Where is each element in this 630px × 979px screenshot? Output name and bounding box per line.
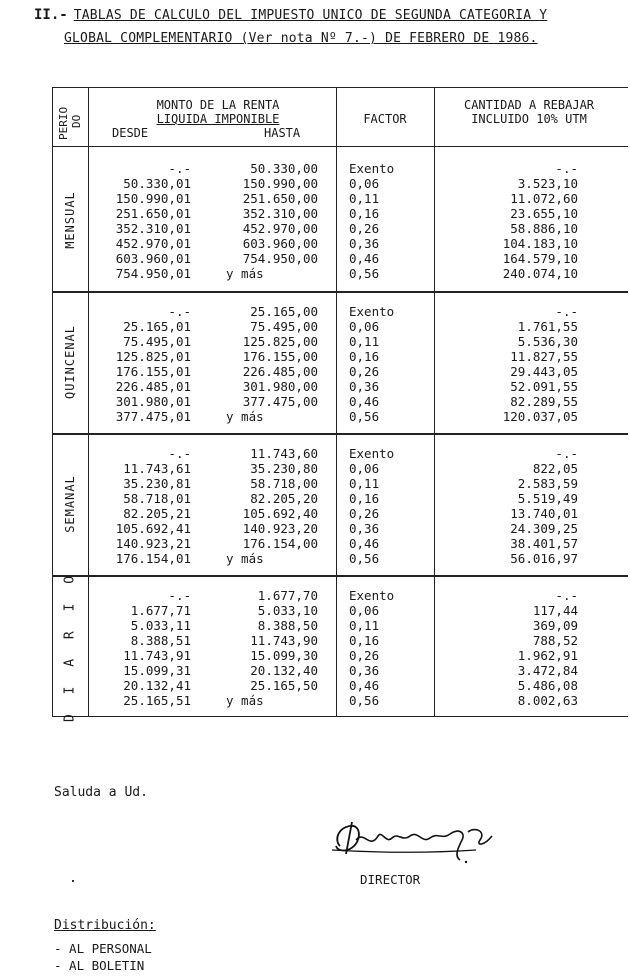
cell-factor: 0,56 xyxy=(349,266,380,281)
header-factor: FACTOR xyxy=(363,112,407,126)
tax-table xyxy=(52,87,628,722)
cell-cantidad: 120.037,05 xyxy=(502,409,578,424)
cell-factor: 0,56 xyxy=(349,409,380,424)
cell-desde: 8.388,51 xyxy=(130,633,191,648)
table-row xyxy=(52,603,628,618)
cell-factor: Exento xyxy=(349,588,395,603)
cell-cantidad: 11.827,55 xyxy=(510,349,578,364)
document-heading xyxy=(34,4,624,50)
cell-hasta: 58.718,00 xyxy=(250,476,318,491)
cell-hasta: 251.650,00 xyxy=(242,191,318,206)
cell-factor: 0,46 xyxy=(349,678,380,693)
header-cantidad-2: INCLUIDO 10% UTM xyxy=(471,112,587,126)
cell-factor: 0,46 xyxy=(349,536,380,551)
cell-factor: 0,46 xyxy=(349,251,380,266)
cell-desde: 603.960,01 xyxy=(115,251,191,266)
cell-desde: 452.970,01 xyxy=(115,236,191,251)
cell-cantidad: -.- xyxy=(555,161,578,176)
cell-hasta: 35.230,80 xyxy=(250,461,318,476)
table-row xyxy=(52,693,628,708)
cell-hasta: 226.485,00 xyxy=(242,364,318,379)
cell-hasta: 5.033,10 xyxy=(257,603,318,618)
cell-cantidad: 117,44 xyxy=(532,603,578,618)
cell-desde: -.- xyxy=(168,161,191,176)
cell-factor: 0,56 xyxy=(349,693,380,708)
cell-hasta: 125.825,00 xyxy=(242,334,318,349)
cell-factor: 0,56 xyxy=(349,551,380,566)
stray-mark xyxy=(72,880,74,882)
table-row xyxy=(52,349,628,364)
heading-title-1: TABLAS DE CALCULO DEL IMPUESTO UNICO DE SEGUNDA CATEGORIA Y xyxy=(73,8,548,23)
cell-cantidad: 13.740,01 xyxy=(510,506,578,521)
cell-cantidad: 52.091,55 xyxy=(510,379,578,394)
cell-hasta: 176.154,00 xyxy=(242,536,318,551)
cell-desde: 50.330,01 xyxy=(123,176,191,191)
cell-factor: 0,26 xyxy=(349,221,380,236)
cell-factor: Exento xyxy=(349,161,395,176)
header-cantidad-1: CANTIDAD A REBAJAR xyxy=(463,98,595,112)
header-cantidad xyxy=(434,98,624,126)
section-label-text: MENSUAL xyxy=(63,190,77,249)
table-row xyxy=(52,588,628,603)
table-row xyxy=(52,536,628,551)
cell-cantidad: 104.183,10 xyxy=(502,236,578,251)
table-row xyxy=(52,409,628,424)
cell-factor: 0,36 xyxy=(349,236,380,251)
cell-cantidad: 23.655,10 xyxy=(510,206,578,221)
table-row xyxy=(52,633,628,648)
cell-hasta: y más xyxy=(226,551,264,566)
cell-desde: 25.165,01 xyxy=(123,319,191,334)
cell-factor: 0,06 xyxy=(349,603,380,618)
cell-hasta: 352.310,00 xyxy=(242,206,318,221)
section-label-text: D I A R I O xyxy=(62,569,78,722)
cell-factor: 0,36 xyxy=(349,379,380,394)
cell-desde: 75.495,01 xyxy=(123,334,191,349)
table-row xyxy=(52,251,628,266)
cell-cantidad: -.- xyxy=(555,304,578,319)
cell-factor: Exento xyxy=(349,446,395,461)
heading-line-1 xyxy=(34,4,624,27)
cell-hasta: 82.205,20 xyxy=(250,491,318,506)
cell-desde: 11.743,61 xyxy=(123,461,191,476)
distribution-item: - AL BOLETIN xyxy=(54,958,145,973)
cell-cantidad: 5.519,49 xyxy=(517,491,578,506)
header-hasta: HASTA xyxy=(264,126,301,140)
cell-hasta: y más xyxy=(226,409,264,424)
cell-cantidad: 822,05 xyxy=(532,461,578,476)
cell-factor: 0,26 xyxy=(349,506,380,521)
table-row xyxy=(52,334,628,349)
cell-hasta: 377.475,00 xyxy=(242,394,318,409)
cell-desde: 150.990,01 xyxy=(115,191,191,206)
cell-cantidad: 56.016,97 xyxy=(510,551,578,566)
cell-factor: 0,46 xyxy=(349,394,380,409)
table-row xyxy=(52,191,628,206)
header-periodo xyxy=(54,96,86,146)
table-row xyxy=(52,491,628,506)
cell-factor: 0,06 xyxy=(349,176,380,191)
table-row xyxy=(52,446,628,461)
cell-cantidad: 38.401,57 xyxy=(510,536,578,551)
cell-desde: 82.205,21 xyxy=(123,506,191,521)
cell-cantidad: 82.289,55 xyxy=(510,394,578,409)
cell-factor: 0,36 xyxy=(349,521,380,536)
cell-cantidad: -.- xyxy=(555,446,578,461)
cell-hasta: 75.495,00 xyxy=(250,319,318,334)
table-section xyxy=(52,291,628,435)
cell-cantidad: 58.886,10 xyxy=(510,221,578,236)
distribution-item: - AL PERSONAL xyxy=(54,941,152,956)
cell-cantidad: 3.523,10 xyxy=(517,176,578,191)
cell-factor: 0,06 xyxy=(349,319,380,334)
cell-hasta: y más xyxy=(226,693,264,708)
cell-desde: 25.165,51 xyxy=(123,693,191,708)
cell-desde: 20.132,41 xyxy=(123,678,191,693)
cell-cantidad: 164.579,10 xyxy=(502,251,578,266)
cell-desde: 176.154,01 xyxy=(115,551,191,566)
cell-desde: 125.825,01 xyxy=(115,349,191,364)
cell-desde: 352.310,01 xyxy=(115,221,191,236)
cell-cantidad: 11.072,60 xyxy=(510,191,578,206)
table-row xyxy=(52,364,628,379)
cell-hasta: 11.743,60 xyxy=(250,446,318,461)
section-label-text: QUINCENAL xyxy=(63,324,77,400)
table-row xyxy=(52,206,628,221)
closing-salutation: Saluda a Ud. xyxy=(54,785,148,800)
cell-hasta: y más xyxy=(226,266,264,281)
table-header xyxy=(52,88,628,147)
cell-factor: 0,11 xyxy=(349,191,380,206)
cell-hasta: 176.155,00 xyxy=(242,349,318,364)
cell-hasta: 1.677,70 xyxy=(257,588,318,603)
cell-cantidad: 1.962,91 xyxy=(517,648,578,663)
cell-desde: 176.155,01 xyxy=(115,364,191,379)
cell-cantidad: 240.074,10 xyxy=(502,266,578,281)
table-row xyxy=(52,161,628,176)
cell-desde: 754.950,01 xyxy=(115,266,191,281)
director-title: DIRECTOR xyxy=(360,872,421,887)
cell-desde: -.- xyxy=(168,588,191,603)
table-row xyxy=(52,221,628,236)
header-monto-1: MONTO DE LA RENTA xyxy=(156,98,280,112)
cell-desde: 11.743,91 xyxy=(123,648,191,663)
cell-factor: 0,26 xyxy=(349,364,380,379)
cell-desde: 251.650,01 xyxy=(115,206,191,221)
cell-factor: Exento xyxy=(349,304,395,319)
table-row xyxy=(52,506,628,521)
table-row xyxy=(52,663,628,678)
table-section xyxy=(52,148,628,293)
cell-factor: 0,16 xyxy=(349,206,380,221)
table-section xyxy=(52,433,628,577)
cell-desde: 58.718,01 xyxy=(123,491,191,506)
header-desde: DESDE xyxy=(112,126,149,140)
cell-hasta: 105.692,40 xyxy=(242,506,318,521)
cell-hasta: 8.388,50 xyxy=(257,618,318,633)
cell-hasta: 140.923,20 xyxy=(242,521,318,536)
cell-hasta: 20.132,40 xyxy=(250,663,318,678)
cell-cantidad: 29.443,05 xyxy=(510,364,578,379)
table-row xyxy=(52,476,628,491)
cell-hasta: 301.980,00 xyxy=(242,379,318,394)
cell-factor: 0,11 xyxy=(349,334,380,349)
cell-hasta: 50.330,00 xyxy=(250,161,318,176)
cell-hasta: 25.165,00 xyxy=(250,304,318,319)
table-row xyxy=(52,551,628,566)
cell-factor: 0,36 xyxy=(349,663,380,678)
header-periodo-1: PERIO xyxy=(57,106,70,140)
header-monto xyxy=(92,98,344,126)
cell-factor: 0,16 xyxy=(349,349,380,364)
header-monto-2: LIQUIDA IMPONIBLE xyxy=(156,112,280,126)
cell-cantidad: 5.536,30 xyxy=(517,334,578,349)
table-row xyxy=(52,379,628,394)
cell-cantidad: -.- xyxy=(555,588,578,603)
cell-hasta: 603.960,00 xyxy=(242,236,318,251)
heading-title-2: GLOBAL COMPLEMENTARIO (Ver nota Nº 7.-) DE FEBRERO DE 1986. xyxy=(64,31,538,46)
cell-factor: 0,11 xyxy=(349,618,380,633)
cell-desde: 15.099,31 xyxy=(123,663,191,678)
cell-factor: 0,26 xyxy=(349,648,380,663)
table-row xyxy=(52,461,628,476)
cell-desde: 377.475,01 xyxy=(115,409,191,424)
cell-cantidad: 3.472,84 xyxy=(517,663,578,678)
table-row xyxy=(52,304,628,319)
cell-hasta: 150.990,00 xyxy=(242,176,318,191)
cell-desde: -.- xyxy=(168,446,191,461)
table-row xyxy=(52,394,628,409)
cell-desde: -.- xyxy=(168,304,191,319)
table-row xyxy=(52,618,628,633)
cell-factor: 0,11 xyxy=(349,476,380,491)
cell-desde: 1.677,71 xyxy=(130,603,191,618)
cell-desde: 140.923,21 xyxy=(115,536,191,551)
table-row xyxy=(52,319,628,334)
cell-hasta: 11.743,90 xyxy=(250,633,318,648)
distribution-title: Distribución: xyxy=(54,918,156,933)
cell-cantidad: 369,09 xyxy=(532,618,578,633)
heading-number: II.- xyxy=(34,7,68,23)
cell-hasta: 25.165,50 xyxy=(250,678,318,693)
cell-cantidad: 5.486,08 xyxy=(517,678,578,693)
cell-desde: 5.033,11 xyxy=(130,618,191,633)
cell-factor: 0,16 xyxy=(349,633,380,648)
table-row xyxy=(52,648,628,663)
cell-cantidad: 2.583,59 xyxy=(517,476,578,491)
cell-desde: 105.692,41 xyxy=(115,521,191,536)
table-row xyxy=(52,521,628,536)
table-section xyxy=(52,569,628,722)
cell-desde: 35.230,81 xyxy=(123,476,191,491)
table-row xyxy=(52,236,628,251)
cell-cantidad: 788,52 xyxy=(532,633,578,648)
cell-cantidad: 1.761,55 xyxy=(517,319,578,334)
cell-desde: 226.485,01 xyxy=(115,379,191,394)
section-label-text: SEMANAL xyxy=(63,475,77,533)
cell-hasta: 754.950,00 xyxy=(242,251,318,266)
director-signature xyxy=(326,810,506,870)
cell-factor: 0,06 xyxy=(349,461,380,476)
table-row xyxy=(52,266,628,281)
cell-cantidad: 8.002,63 xyxy=(517,693,578,708)
cell-cantidad: 24.309,25 xyxy=(510,521,578,536)
table-row xyxy=(52,176,628,191)
table-row xyxy=(52,678,628,693)
cell-factor: 0,16 xyxy=(349,491,380,506)
header-periodo-2: DO xyxy=(70,114,83,128)
cell-hasta: 15.099,30 xyxy=(250,648,318,663)
cell-hasta: 452.970,00 xyxy=(242,221,318,236)
cell-desde: 301.980,01 xyxy=(115,394,191,409)
